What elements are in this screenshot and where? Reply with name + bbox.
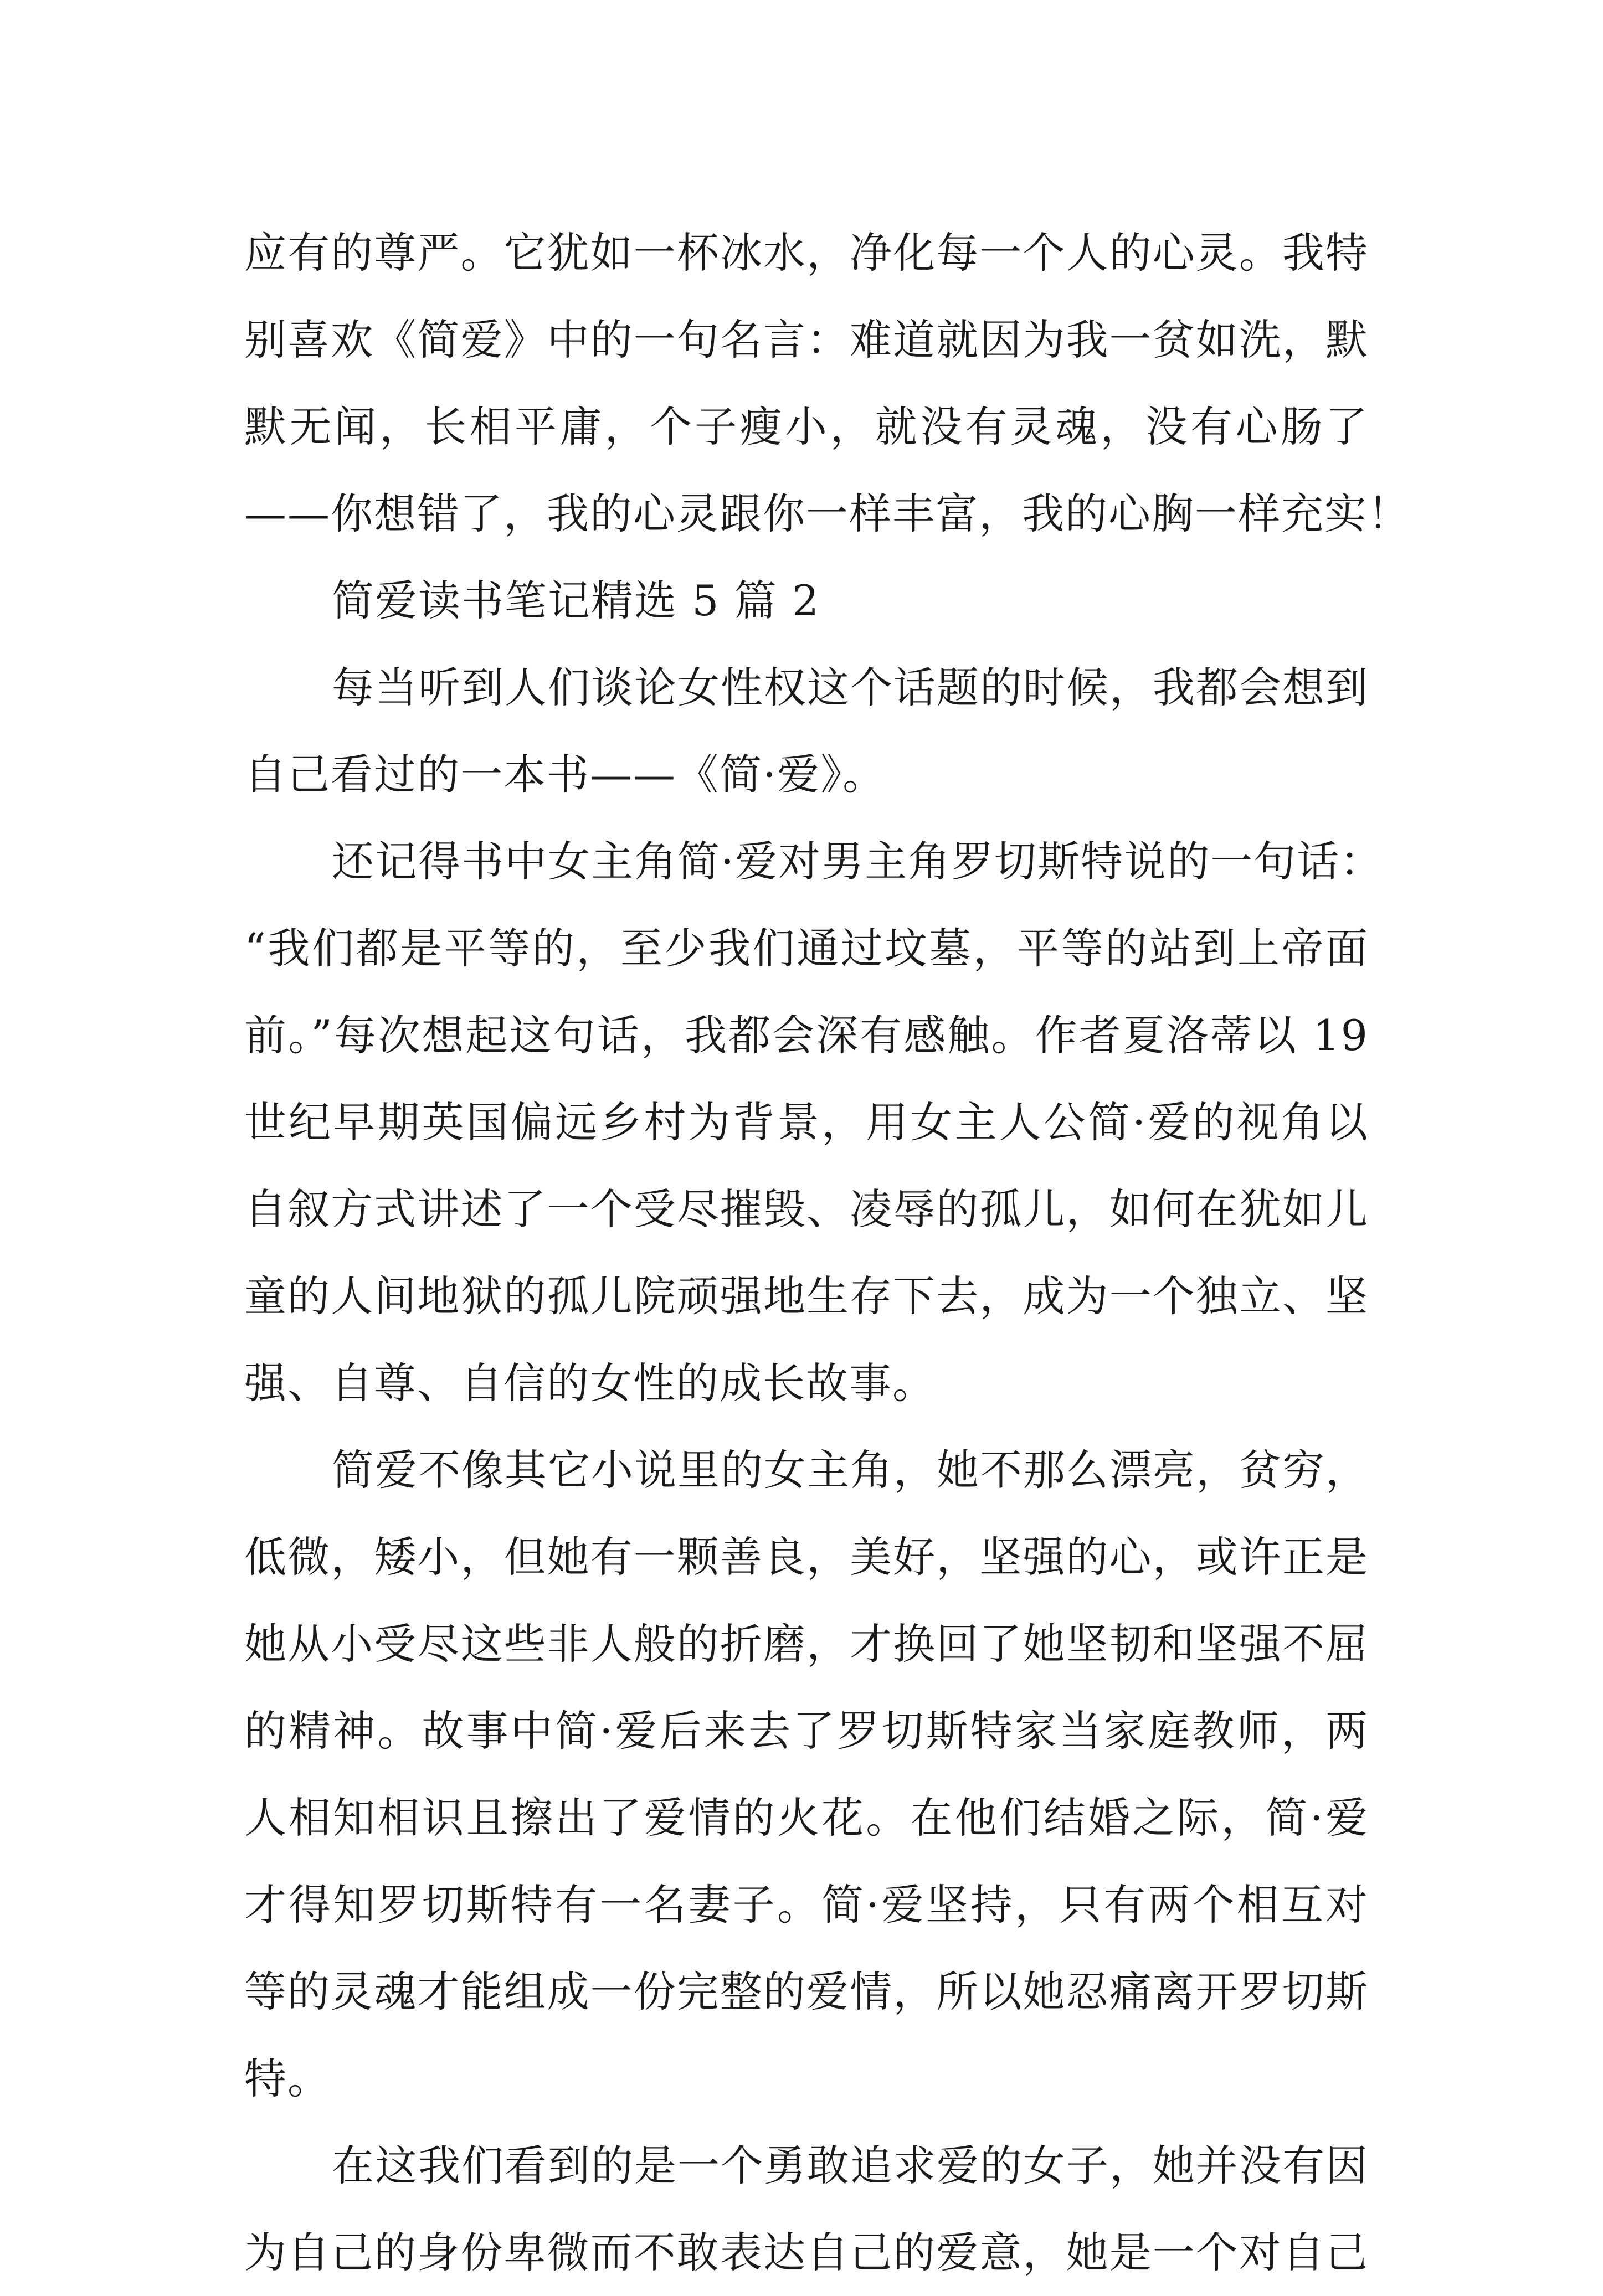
text-line: 世纪早期英国偏远乡村为背景，用女主人公简·爱的视角以 [244,1098,1369,1147]
text-line: 特。 [244,2054,331,2103]
text-line: 强、自尊、自信的女性的成长故事。 [244,1358,936,1408]
text-line: “我们都是平等的，至少我们通过坟墓，平等的站到上帝面 [244,924,1369,973]
text-line: 别喜欢《简爱》中的一句名言：难道就因为我一贫如洗，默 [244,315,1369,364]
text-line: 等的灵魂才能组成一份完整的爱情，所以她忍痛离开罗切斯 [244,1967,1369,2016]
text-line: 低微，矮小，但她有一颗善良，美好，坚强的心，或许正是 [244,1532,1369,1582]
text-line: ——你想错了，我的心灵跟你一样丰富，我的心胸一样充实！ [244,489,1411,538]
text-line: 简爱不像其它小说里的女主角，她不那么漂亮，贫穷， [332,1445,1369,1495]
text-line: 人相知相识且擦出了爱情的火花。在他们结婚之际，简·爱 [244,1793,1369,1842]
text-line: 在这我们看到的是一个勇敢追求爱的女子，她并没有因 [332,2141,1369,2190]
text-line: 为自己的身份卑微而不敢表达自己的爱意，她是一个对自己 [244,2228,1369,2277]
text-line: 默无闻，长相平庸，个子瘦小，就没有灵魂，没有心肠了 [244,402,1369,451]
text-line: 自叙方式讲述了一个受尽摧毁、凌辱的孤儿，如何在犹如儿 [244,1185,1369,1234]
body-text [244,209,1411,2296]
text-line: 前。”每次想起这句话，我都会深有感触。作者夏洛蒂以 19 [244,1011,1369,1060]
text-line: 她从小受尽这些非人般的折磨，才换回了她坚韧和坚强不屈 [244,1619,1369,1669]
text-line: 的精神。故事中简·爱后来去了罗切斯特家当家庭教师，两 [244,1706,1369,1756]
text-line: 应有的尊严。它犹如一杯冰水，净化每一个人的心灵。我特 [244,228,1369,277]
text-line: 才得知罗切斯特有一名妻子。简·爱坚持，只有两个相互对 [244,1880,1369,1929]
text-line: 每当听到人们谈论女性权这个话题的时候，我都会想到 [332,663,1369,712]
text-line: 童的人间地狱的孤儿院顽强地生存下去，成为一个独立、坚 [244,1271,1369,1321]
text-line: 简爱读书笔记精选 5 篇 2 [332,576,820,625]
text-line: 还记得书中女主角简·爱对男主角罗切斯特说的一句话： [332,837,1384,886]
text-line: 自己看过的一本书——《简·爱》。 [244,750,886,799]
